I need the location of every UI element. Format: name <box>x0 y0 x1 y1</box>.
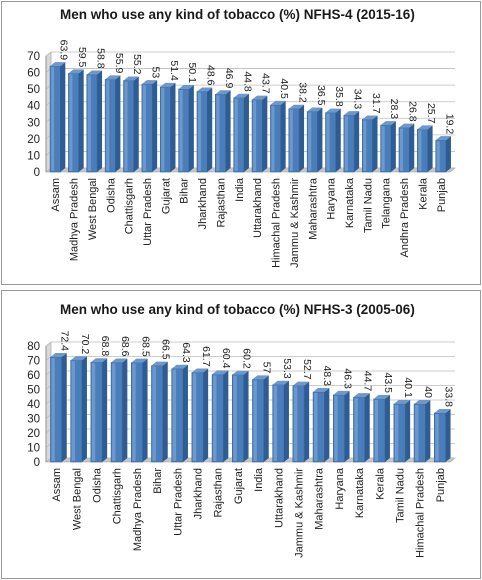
bar-highlight <box>132 364 135 461</box>
data-label: 51.4 <box>167 60 180 81</box>
x-category-label: Gujarat <box>232 468 245 505</box>
bar-highlight <box>271 106 274 171</box>
data-label: 68.5 <box>139 336 152 357</box>
y-tick-label: 40 <box>27 399 40 411</box>
bar <box>87 71 102 172</box>
data-label: 58.8 <box>94 48 107 69</box>
bar <box>179 85 194 172</box>
bar-highlight <box>173 370 176 461</box>
data-label: 52.7 <box>301 359 313 380</box>
y-tick-label: 40 <box>27 100 40 113</box>
bar-highlight <box>290 110 293 171</box>
bar-highlight <box>161 88 164 171</box>
bar-highlight <box>213 375 216 461</box>
y-tick-label: 30 <box>27 117 40 130</box>
bar-side <box>405 400 410 462</box>
data-label: 63.9 <box>57 39 70 61</box>
bar-highlight <box>400 129 403 171</box>
data-label: 55.2 <box>131 54 144 75</box>
bar-side <box>446 409 451 462</box>
x-category-label: West Bengal <box>71 468 84 531</box>
x-category-label: Uttar Pradesh <box>172 468 185 536</box>
x-category-label: Assam <box>51 468 64 502</box>
bar-side <box>79 69 84 172</box>
bar <box>215 90 230 172</box>
y-tick-label: 10 <box>27 150 40 163</box>
x-category-label: Jammu & Kashmir <box>288 178 301 268</box>
bar-side <box>299 105 304 172</box>
x-category-label: Madhya Pradesh <box>68 178 81 262</box>
bar <box>293 382 309 462</box>
bar-highlight <box>143 85 146 171</box>
bar-side <box>189 85 194 172</box>
x-category-label: Assam <box>50 178 63 212</box>
bar <box>212 370 228 462</box>
x-category-label: Maharashtra <box>313 468 326 530</box>
bar <box>325 109 340 172</box>
data-label: 50.1 <box>186 62 199 83</box>
y-tick-label: 70 <box>27 51 40 63</box>
bar <box>142 80 157 172</box>
bar <box>91 358 107 462</box>
chart-panel-nfhs3 <box>1 290 481 579</box>
bar-side <box>223 370 228 462</box>
bar-side <box>354 111 359 172</box>
x-category-label: Kerala <box>374 468 387 500</box>
data-label: 48.6 <box>204 65 217 86</box>
bar-side <box>446 136 451 172</box>
x-category-label: Himachal Pradesh <box>270 178 283 268</box>
x-category-label: Odisha <box>91 468 104 503</box>
bar-side <box>183 365 188 462</box>
bar-highlight <box>180 90 183 171</box>
x-category-label: Himachal Pradesh <box>414 468 427 558</box>
bar-side <box>336 109 341 172</box>
bar-highlight <box>415 405 418 461</box>
bar-side <box>244 371 249 462</box>
bar <box>399 124 414 172</box>
bar-highlight <box>112 364 115 461</box>
x-category-label: Maharashtra <box>307 178 320 240</box>
data-label: 53.3 <box>280 358 293 379</box>
x-category-label: Haryana <box>333 468 346 510</box>
bar <box>172 365 188 462</box>
bar-highlight <box>253 101 256 171</box>
bar-highlight <box>216 95 219 171</box>
bar-highlight <box>418 130 421 171</box>
bar <box>160 83 175 172</box>
x-category-label: Jammu & Kashmir <box>293 468 306 558</box>
y-tick-label: 50 <box>27 384 40 397</box>
bar-side <box>317 108 322 172</box>
y-tick-label: 20 <box>27 428 40 440</box>
bar-side <box>115 75 120 172</box>
data-label: 57 <box>260 361 273 374</box>
x-category-label: Punjab <box>434 468 447 503</box>
bar-side <box>373 115 378 172</box>
bar-side <box>203 369 208 462</box>
bar <box>362 115 377 172</box>
bar-side <box>428 125 433 172</box>
bar-side <box>391 121 396 172</box>
data-label: 40.1 <box>402 377 414 398</box>
x-category-label: Bihar <box>178 178 191 204</box>
bar <box>313 388 329 462</box>
bar <box>192 369 208 462</box>
bar-side <box>226 90 231 172</box>
data-label: 40 <box>422 386 435 398</box>
x-category-label: Uttar Pradesh <box>142 178 154 246</box>
bar <box>273 381 289 462</box>
bar-side <box>264 375 269 462</box>
bar-highlight <box>235 99 238 171</box>
bar-side <box>152 80 157 172</box>
x-category-label: Karnataka <box>354 468 367 519</box>
bar-highlight <box>88 76 91 171</box>
bar <box>252 375 268 462</box>
data-label: 46.3 <box>341 368 354 389</box>
data-label: 40.5 <box>278 78 291 99</box>
data-label: 43.7 <box>259 73 272 94</box>
y-tick-label: 50 <box>27 84 40 97</box>
bar <box>123 77 138 172</box>
x-category-label: Odisha <box>105 178 118 213</box>
bar-highlight <box>314 393 317 461</box>
bar <box>50 353 66 462</box>
x-category-label: Rajasthan <box>212 468 225 518</box>
bar <box>374 395 390 462</box>
data-label: 19.2 <box>443 113 456 135</box>
bar-highlight <box>193 374 196 461</box>
x-category-label: Telangana <box>380 178 393 229</box>
bar-side <box>324 388 329 462</box>
bar-side <box>425 400 430 462</box>
data-label: 46.9 <box>222 67 235 89</box>
x-category-label: Gujarat <box>160 178 173 215</box>
bar-side <box>385 395 390 462</box>
data-label: 60.4 <box>220 347 233 369</box>
bar-highlight <box>326 114 329 171</box>
y-tick-label: 80 <box>27 341 40 353</box>
bar <box>381 121 396 172</box>
x-category-label: Punjab <box>435 178 448 213</box>
data-label: 70.2 <box>78 333 91 355</box>
bar-highlight <box>274 386 277 461</box>
bar-side <box>281 101 286 172</box>
bar-chart-nfhs3 <box>2 291 480 578</box>
bar <box>414 400 430 462</box>
data-label: 43.5 <box>381 372 394 393</box>
bar <box>333 391 349 462</box>
x-category-label: India <box>253 468 266 492</box>
bar-highlight <box>435 414 438 461</box>
bar-highlight <box>233 376 236 461</box>
x-category-label: Karnataka <box>344 178 356 229</box>
bar <box>353 393 369 462</box>
y-tick-label: 70 <box>27 355 40 368</box>
bar-side <box>163 362 168 462</box>
x-category-label: Chattisgarh <box>123 178 136 235</box>
y-tick-label: 10 <box>27 442 40 455</box>
bar <box>234 94 249 172</box>
x-category-label: Madhya Pradesh <box>131 468 144 552</box>
y-tick-label: 20 <box>27 133 40 146</box>
bar-side <box>97 71 102 172</box>
bar <box>252 96 267 172</box>
bar <box>394 400 410 462</box>
bar-highlight <box>345 116 348 171</box>
bar <box>270 101 285 172</box>
data-label: 28.3 <box>388 98 401 120</box>
x-category-label: Bihar <box>152 468 165 494</box>
bar-side <box>171 83 176 172</box>
bar-highlight <box>382 126 385 171</box>
data-label: 35.8 <box>333 86 346 107</box>
bar-side <box>262 96 267 172</box>
data-label: 33.8 <box>442 386 455 407</box>
bar-side <box>82 356 87 462</box>
bar-side <box>345 391 350 462</box>
bar-highlight <box>294 387 297 461</box>
bar-highlight <box>334 396 337 461</box>
x-category-label: Kerala <box>417 178 430 210</box>
x-category-label: Haryana <box>325 178 338 220</box>
bar <box>232 371 248 462</box>
bar <box>131 359 147 462</box>
bar-side <box>244 94 249 172</box>
data-label: 68.8 <box>99 335 111 357</box>
bar-highlight <box>198 92 201 171</box>
bar <box>151 362 167 462</box>
bar-side <box>365 393 370 462</box>
x-category-label: West Bengal <box>86 178 99 241</box>
bar <box>197 87 212 172</box>
bar <box>307 108 322 172</box>
bar <box>436 136 451 172</box>
bar-highlight <box>395 405 398 461</box>
y-tick-label: 0 <box>33 167 40 179</box>
bar-highlight <box>375 400 378 461</box>
x-category-label: Tamil Nadu <box>394 468 407 524</box>
data-label: 34.3 <box>351 88 364 110</box>
bar-highlight <box>72 361 75 461</box>
data-label: 59.5 <box>76 46 89 68</box>
bar-side <box>284 381 289 462</box>
bar-highlight <box>51 358 54 461</box>
data-label: 25.7 <box>424 102 437 124</box>
data-label: 60.2 <box>240 348 253 369</box>
data-label: 36.5 <box>314 85 327 106</box>
bar-side <box>143 359 148 462</box>
x-category-label: India <box>233 178 246 202</box>
bar <box>344 111 359 172</box>
bar-highlight <box>106 80 109 171</box>
data-label: 26.8 <box>406 101 419 122</box>
data-label: 55.9 <box>112 52 125 74</box>
data-label: 68.6 <box>119 336 132 357</box>
bar <box>50 62 65 172</box>
bar-side <box>62 353 67 462</box>
x-category-label: Uttarakhand <box>273 468 286 528</box>
bar <box>289 105 304 172</box>
y-tick-label: 0 <box>33 457 40 469</box>
x-category-label: Jharkhand <box>197 178 210 230</box>
x-category-label: Andhra Pradesh <box>399 178 412 258</box>
x-category-label: Uttarakhand <box>252 178 265 238</box>
bar <box>71 356 87 462</box>
bar-side <box>60 62 65 172</box>
y-tick-label: 60 <box>27 67 40 80</box>
bar-highlight <box>437 141 440 171</box>
data-label: 44.8 <box>241 71 254 92</box>
bar-highlight <box>51 67 54 171</box>
bar <box>434 409 450 462</box>
bar-highlight <box>308 113 311 171</box>
bar <box>68 69 83 172</box>
data-label: 61.7 <box>200 346 212 367</box>
x-category-label: Chattisgarh <box>111 468 124 525</box>
chart-title: Men who use any kind of tobacco (%) NFHS-3 (2005-06) <box>60 302 415 317</box>
bar-side <box>122 359 127 462</box>
x-category-label: Tamil Nadu <box>362 178 375 234</box>
data-label: 72.4 <box>58 330 71 352</box>
bar-side <box>207 87 212 172</box>
x-category-label: Rajasthan <box>215 177 228 228</box>
bar-side <box>409 124 414 172</box>
data-label: 48.3 <box>321 365 334 386</box>
x-category-label: Jharkhand <box>192 468 205 520</box>
data-label: 66.5 <box>159 339 172 360</box>
data-label: 31.7 <box>369 93 382 114</box>
bar-highlight <box>124 82 127 171</box>
bar-side <box>134 77 139 172</box>
bar-highlight <box>69 74 72 171</box>
bar-highlight <box>253 380 256 461</box>
bar-side <box>102 358 107 462</box>
bar <box>105 75 120 172</box>
data-label: 64.3 <box>179 342 192 363</box>
bar <box>417 125 432 172</box>
chart-panel-nfhs4 <box>1 1 481 285</box>
bar-highlight <box>92 363 95 461</box>
bar-highlight <box>363 120 366 171</box>
bar-chart-nfhs4 <box>2 2 480 284</box>
bar-side <box>304 382 309 462</box>
data-label: 38.2 <box>296 82 309 103</box>
data-label: 44.7 <box>361 370 374 392</box>
bar <box>111 359 127 462</box>
bar-highlight <box>354 398 357 461</box>
bar-highlight <box>152 367 155 461</box>
y-tick-label: 30 <box>27 413 40 426</box>
chart-title: Men who use any kind of tobacco (%) NFHS-4 (2015-16) <box>60 7 415 22</box>
data-label: 53 <box>149 66 162 79</box>
y-tick-label: 60 <box>27 370 40 382</box>
